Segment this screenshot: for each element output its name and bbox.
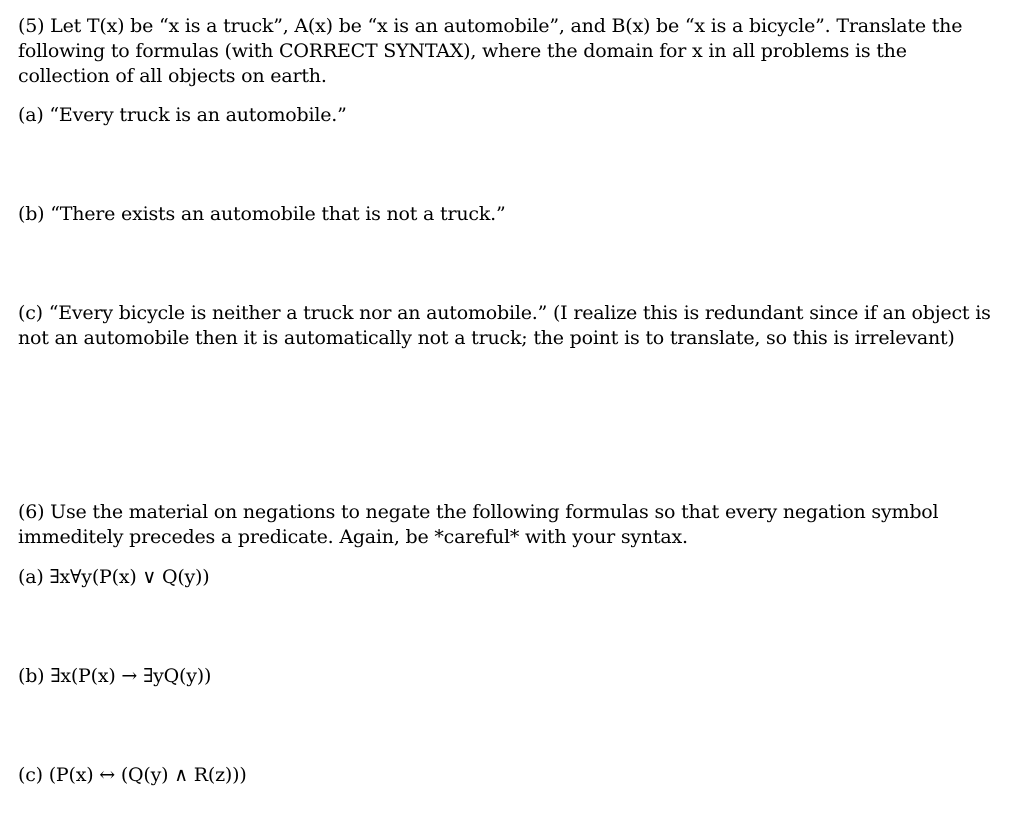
problem-5-intro: (5) Let T(x) be “x is a truck”, A(x) be “x is an automobile”, and B(x) be “x is a bicycle”. Translate the following to formulas (with CORRECT SYNTAX), where the domain for x in all problems is the collection of all objects on earth. — [18, 15, 963, 87]
problem-6-intro: (6) Use the material on negations to negate the following formulas so that every negation symbol immeditely precedes a predicate. Again, be *careful* with your syntax. — [18, 501, 939, 548]
problem-5-part-a: (a) “Every truck is an automobile.” — [18, 104, 347, 126]
problem-5-part-c: (c) “Every bicycle is neither a truck nor an automobile.” (I realize this is redundant since if an object is not an automobile then it is automatically not a truck; the point is to translate, so this is irrelevant) — [18, 302, 991, 349]
problem-6-part-a: (a) ∃x∀y(P(x) ∨ Q(y)) — [18, 566, 210, 588]
problem-6-part-c: (c) (P(x) ↔ (Q(y) ∧ R(z))) — [18, 764, 247, 786]
problem-5-part-b: (b) “There exists an automobile that is not a truck.” — [18, 203, 506, 225]
problem-6-part-b: (b) ∃x(P(x) → ∃yQ(y)) — [18, 665, 212, 687]
